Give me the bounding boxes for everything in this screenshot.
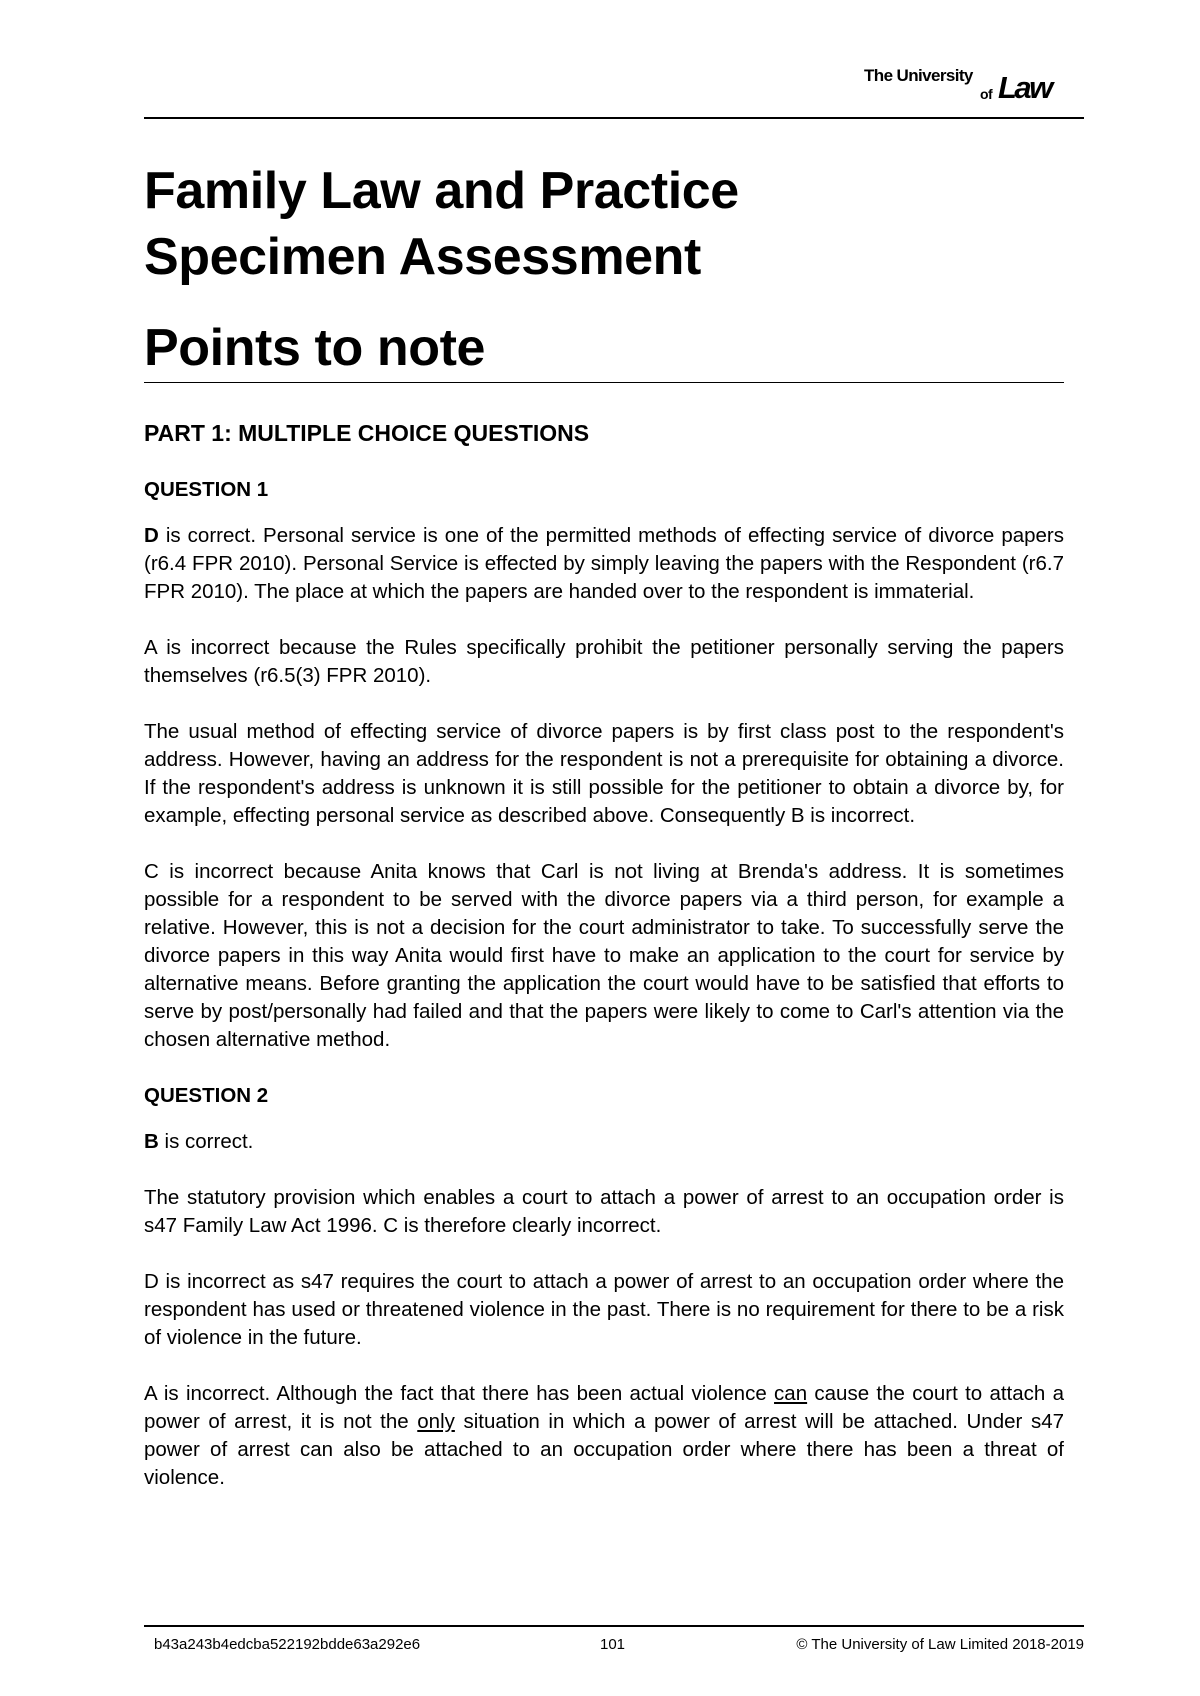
question-2-section (144, 1082, 1064, 1492)
university-of-law-logo (864, 66, 1074, 106)
question-1-section (144, 476, 1064, 1054)
logo-of: of (980, 86, 993, 102)
header-divider (144, 117, 1084, 119)
q2-p4-underlined-can: can (774, 1382, 808, 1405)
q1-paragraph-1 (144, 522, 1064, 606)
q2-paragraph-3: D is incorrect as s47 requires the court to attach a power of arrest to an occupation order where the respondent has used or threatened violence in the past. There is no requirement for there to be a risk of violence in the future. (144, 1270, 1064, 1349)
document-subtitle: Points to note (144, 319, 486, 377)
footer-page-number: 101 (600, 1636, 626, 1653)
logo-law: Law (998, 70, 1051, 105)
q2-p4-part-c: situation in which a power of arrest will be attached. Under s47 power of arrest can also be attached to an occupation order where there has been a threat of violence. (144, 1410, 1064, 1489)
subtitle-divider (144, 382, 1064, 383)
q1-paragraph-3: The usual method of effecting service of divorce papers is by first class post to the respondent's address. However, having an address for the respondent is not a prerequisite for obtaining a divorce. If the respondent's address is unknown it is still possible for the petitioner to obtain a divorce by, for example, effecting personal service as described above. Consequently B is incorrect. (144, 720, 1064, 827)
q1-correct-letter: D (144, 524, 159, 547)
footer-copyright: © The University of Law Limited 2018-2019 (796, 1636, 1084, 1653)
q2-paragraph-1 (144, 1128, 1064, 1156)
logo-the-university: The University (864, 66, 973, 85)
q1-paragraph-1-text: is correct. Personal service is one of the permitted methods of effecting service of divorce papers (r6.4 FPR 2010). Personal Service is effected by simply leaving the papers with the Respondent (r6.7 FPR 2010). The place at which the papers are handed over to the respondent is immaterial. (144, 524, 1064, 603)
footer-document-id: b43a243b4edcba522192bdde63a292e6 (154, 1636, 421, 1653)
question-2-heading: QUESTION 2 (144, 1084, 269, 1107)
q2-paragraph-2: The statutory provision which enables a court to attach a power of arrest to an occupation order is s47 Family Law Act 1996. C is therefore clearly incorrect. (144, 1186, 1064, 1237)
document-title (144, 158, 1084, 290)
q1-paragraph-4: C is incorrect because Anita knows that Carl is not living at Brenda's address. It is sometimes possible for a respondent to be served with the divorce papers via a third person, for example a relative. However, this is not a decision for the court administrator to take. To successfully serve the divorce papers in this way Anita would first have to make an application to the court for service by alternative means. Before granting the application the court would have to be satisfied that efforts to serve by post/personally had failed and that the papers were likely to come to Carl's attention via the chosen alternative method. (144, 860, 1064, 1051)
q2-p4-part-a: A is incorrect. Although the fact that there has been actual violence (144, 1382, 775, 1405)
q2-p4-underlined-only: only (417, 1410, 455, 1433)
q2-paragraph-4 (144, 1380, 1064, 1492)
q2-paragraph-1-text: is correct. (158, 1130, 254, 1153)
q2-correct-letter: B (144, 1130, 159, 1153)
question-1-heading: QUESTION 1 (144, 478, 269, 501)
footer-divider (144, 1625, 1084, 1627)
part-1-heading: PART 1: MULTIPLE CHOICE QUESTIONS (144, 420, 590, 446)
q2-p4-part-b: cause the court to attach a power of arrest, it is not the (144, 1382, 1065, 1433)
q1-paragraph-2: A is incorrect because the Rules specifically prohibit the petitioner personally serving the papers themselves (r6.5(3) FPR 2010). (144, 636, 1064, 687)
title-line-2: Specimen Assessment (144, 228, 701, 286)
document-body (144, 418, 1064, 1520)
title-line-1: Family Law and Practice (144, 162, 739, 220)
